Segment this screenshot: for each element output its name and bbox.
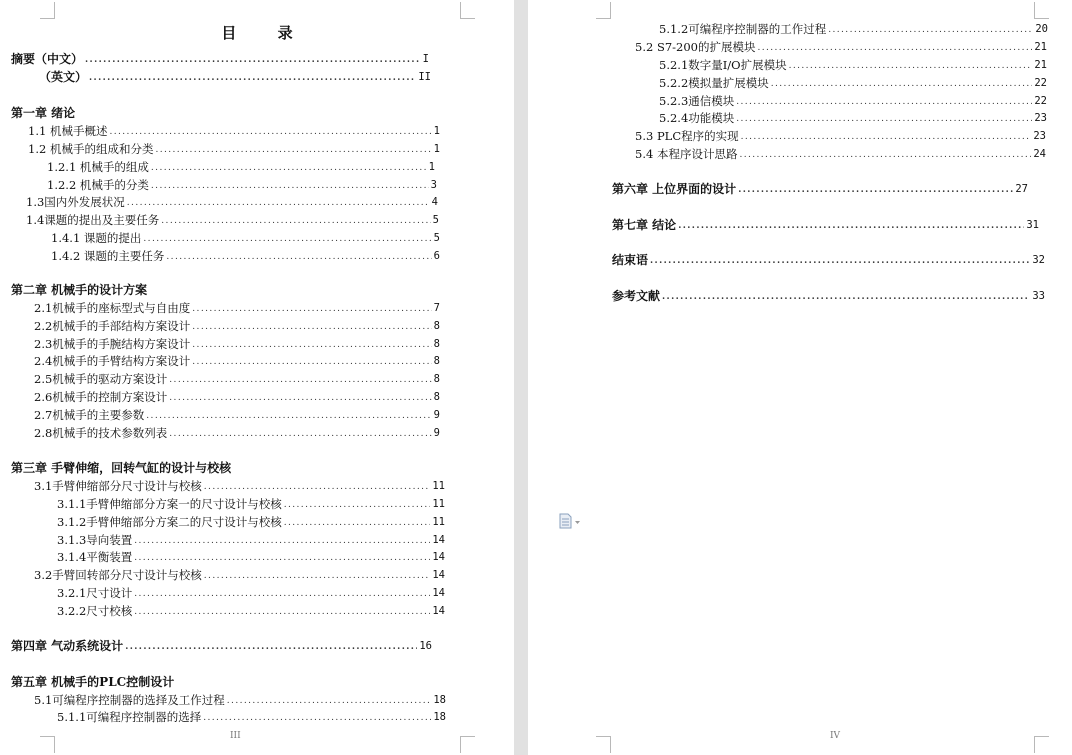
toc-entry-label: 1.4.1 课题的提出 [51,231,142,245]
toc-entry-label: 3.2.1尺寸设计 [57,586,133,600]
toc-entry-label: 2.7机械手的主要参数 [34,408,145,422]
toc-chapter-heading[interactable] [11,102,311,120]
toc-title: 目 录 [221,24,311,42]
toc-entry[interactable] [659,90,1047,108]
dot-leader [192,321,431,333]
toc-entry[interactable] [612,214,1039,232]
toc-page-number: 8 [433,391,440,403]
toc-entry[interactable] [28,138,440,156]
toc-page-number: 8 [433,320,440,332]
toc-entry[interactable] [39,66,431,84]
toc-entry[interactable] [612,285,1045,303]
dot-leader [134,588,430,600]
toc-chapter-heading[interactable] [11,671,311,689]
toc-page-number: 4 [431,196,438,208]
toc-entry-label: 5.1可编程序控制器的选择及工作过程 [34,693,225,707]
dot-leader [134,552,430,564]
toc-entry[interactable] [659,72,1047,90]
toc-page-number: 7 [433,302,440,314]
dot-leader [789,60,1033,72]
toc-page-number: 14 [432,569,445,581]
toc-entry[interactable] [11,635,432,653]
toc-entry[interactable] [47,174,437,192]
toc-page-number: 9 [433,427,440,439]
toc-page-number: 6 [433,250,440,262]
dot-leader [85,54,421,66]
dot-leader [169,428,431,440]
toc-page-number: 23 [1033,130,1046,142]
toc-page-number: 31 [1026,219,1039,231]
toc-entry-label: 2.4机械手的手臂结构方案设计 [34,354,191,368]
dot-leader [741,131,1032,143]
toc-entry-label: 2.1机械手的座标型式与自由度 [34,301,191,315]
toc-entry[interactable] [34,333,440,351]
toc-entry-label: 5.2.1数字量I/O扩展模块 [659,58,787,72]
toc-entry[interactable] [28,120,440,138]
toc-entry[interactable] [34,368,440,386]
toc-entry-label: 第七章 结论 [612,218,677,232]
dot-leader [662,291,1030,303]
toc-entry[interactable] [34,475,445,493]
dot-leader [771,78,1033,90]
toc-entry-label: 2.2机械手的手部结构方案设计 [34,319,191,333]
toc-page-number: 1 [433,125,440,137]
dot-leader [169,374,431,386]
dot-leader [127,197,430,209]
toc-entry-label: 5.3 PLC程序的实现 [635,129,739,143]
toc-entry[interactable] [659,54,1047,72]
toc-entry[interactable] [57,546,445,564]
toc-entry-label: 3.2手臂回转部分尺寸设计与校核 [34,568,202,582]
toc-entry[interactable] [34,297,440,315]
toc-page-number: 24 [1033,148,1046,160]
toc-entry-label: 1.1 机械手概述 [28,124,108,138]
toc-page-number: 22 [1034,77,1047,89]
toc-page-number: II [418,71,431,83]
toc-page-left [0,0,514,755]
dot-leader [284,517,431,529]
toc-entry-label: 摘要（中文） [11,52,84,66]
dot-leader [736,113,1032,125]
toc-entry-label: 1.2.2 机械手的分类 [47,178,149,192]
toc-entry-label: 1.3国内外发展状况 [26,195,125,209]
toc-entry-label: 3.1.4平衡装置 [57,550,133,564]
toc-entry-label: 5.4 本程序设计思路 [635,147,738,161]
dot-leader [757,42,1032,54]
toc-entry[interactable] [34,404,440,422]
toc-entry-label: 2.3机械手的手腕结构方案设计 [34,337,191,351]
toc-entry[interactable] [612,249,1045,267]
toc-entry-label: 第五章 机械手的PLC控制设计 [11,675,175,689]
dot-leader [738,184,1013,196]
toc-chapter-heading[interactable] [11,457,351,475]
toc-page-number: 18 [433,711,446,723]
toc-entry[interactable] [34,315,440,333]
toc-entry-label: 第三章 手臂伸缩，回转气缸的设计与校核 [11,461,232,475]
toc-entry-label: 1.2 机械手的组成和分类 [28,142,154,156]
page-footer-number: IV [830,731,841,741]
toc-entry[interactable] [659,18,1048,36]
toc-entry-label: 5.2.4功能模块 [659,111,735,125]
dot-leader [169,392,431,404]
crop-mark-bottom-right [1034,736,1049,753]
toc-entry-label: 参考文献 [612,289,661,303]
toc-page-number: 14 [432,605,445,617]
toc-entry-label: 5.2 S7-200的扩展模块 [635,40,756,54]
crop-mark-top-right [1034,2,1049,19]
dot-leader [89,72,416,84]
toc-page-number: 23 [1034,112,1047,124]
dot-leader [192,303,431,315]
toc-page-number: 18 [433,694,446,706]
toc-entry-label: 2.5机械手的驱动方案设计 [34,372,168,386]
toc-page-number: 11 [432,480,445,492]
toc-chapter-heading[interactable] [11,279,311,297]
toc-entry[interactable] [34,689,446,707]
toc-page-number: 11 [432,498,445,510]
toc-page-number: 8 [433,373,440,385]
toc-entry-label: 第二章 机械手的设计方案 [11,283,148,297]
toc-page-number: 14 [432,551,445,563]
dot-leader [151,162,427,174]
toc-entry-label: 5.1.2可编程序控制器的工作过程 [659,22,827,36]
page-gutter [514,0,528,755]
dot-leader [828,24,1033,36]
crop-mark-bottom-left [40,736,55,753]
toc-page-number: 5 [433,232,440,244]
paste-options-icon[interactable] [559,513,581,529]
dot-leader [678,220,1024,232]
toc-page-number: 27 [1015,183,1028,195]
toc-page-number: 8 [433,338,440,350]
toc-page-number: 1 [428,161,435,173]
toc-entry-label: 1.4课题的提出及主要任务 [26,213,160,227]
dot-leader [125,641,417,653]
toc-entry-label: 1.4.2 课题的主要任务 [51,249,165,263]
toc-page-number: 8 [433,355,440,367]
toc-entry-label: 第四章 气动系统设计 [11,639,124,653]
toc-entry-label: 2.8机械手的技术参数列表 [34,426,168,440]
toc-page-right [528,0,1072,755]
dot-leader [155,144,431,156]
dot-leader [192,356,431,368]
page-footer-number: III [230,731,241,741]
toc-entry[interactable] [34,422,440,440]
dot-leader [204,481,431,493]
toc-entry-label: 2.6机械手的控制方案设计 [34,390,168,404]
toc-entry-label: 5.2.2模拟量扩展模块 [659,76,769,90]
toc-entry[interactable] [26,209,439,227]
toc-entry[interactable] [57,529,445,547]
toc-entry-label: 3.1.2手臂伸缩部分方案二的尺寸设计与校核 [57,515,282,529]
toc-entry-label: 3.2.2尺寸校核 [57,604,133,618]
crop-mark-bottom-left [596,736,611,753]
toc-entry-label: （英文） [39,70,88,84]
toc-entry-label: 5.2.3通信模块 [659,94,735,108]
toc-page-number: 22 [1034,95,1047,107]
toc-page-number: 11 [432,516,445,528]
dot-leader [739,149,1031,161]
crop-mark-top-right [460,2,475,19]
toc-entry[interactable] [635,125,1046,143]
crop-mark-top-left [40,2,55,19]
crop-mark-top-left [596,2,611,19]
dot-leader [109,126,431,138]
dot-leader [203,712,431,724]
toc-page-number: 1 [433,143,440,155]
toc-page-number: 14 [432,534,445,546]
toc-entry-label: 第一章 绪论 [11,106,76,120]
dot-leader [166,251,431,263]
toc-page-number: 16 [419,640,432,652]
dot-leader [650,255,1030,267]
toc-page-number: 9 [433,409,440,421]
toc-entry[interactable] [34,350,440,368]
toc-entry-label: 第六章 上位界面的设计 [612,182,737,196]
dot-leader [146,410,431,422]
toc-entry[interactable] [57,600,445,618]
toc-page-number: 3 [430,179,437,191]
toc-entry-label: 5.1.1可编程序控制器的选择 [57,710,202,724]
toc-entry[interactable] [51,227,440,245]
toc-entry[interactable] [34,564,445,582]
toc-entry-label: 3.1手臂伸缩部分尺寸设计与校核 [34,479,202,493]
toc-page-number: 20 [1035,23,1048,35]
dot-leader [161,215,430,227]
toc-page-number: 33 [1032,290,1045,302]
toc-page-number: 21 [1034,59,1047,71]
dot-leader [143,233,431,245]
toc-entry[interactable] [34,386,440,404]
toc-entry[interactable] [57,511,445,529]
toc-entry-label: 结束语 [612,253,649,267]
toc-entry[interactable] [51,245,440,263]
toc-entry[interactable] [11,48,429,66]
toc-page-number: 32 [1032,254,1045,266]
toc-entry[interactable] [26,191,438,209]
dot-leader [284,499,431,511]
toc-entry[interactable] [612,178,1028,196]
toc-entry-label: 3.1.1手臂伸缩部分方案一的尺寸设计与校核 [57,497,282,511]
toc-entry-label: 3.1.3导向装置 [57,533,133,547]
toc-entry[interactable] [57,493,445,511]
toc-entry[interactable] [635,36,1047,54]
toc-entry[interactable] [635,143,1046,161]
toc-page-number: 21 [1034,41,1047,53]
toc-entry[interactable] [57,582,445,600]
toc-page-number: 14 [432,587,445,599]
dot-leader [134,606,430,618]
toc-entry[interactable] [47,156,435,174]
toc-page-number: 5 [432,214,439,226]
toc-entry[interactable] [659,107,1047,125]
toc-entry-label: 1.2.1 机械手的组成 [47,160,149,174]
dot-leader [204,570,431,582]
toc-page-number: I [422,53,429,65]
toc-entry[interactable] [57,706,446,724]
crop-mark-bottom-right [460,736,475,753]
